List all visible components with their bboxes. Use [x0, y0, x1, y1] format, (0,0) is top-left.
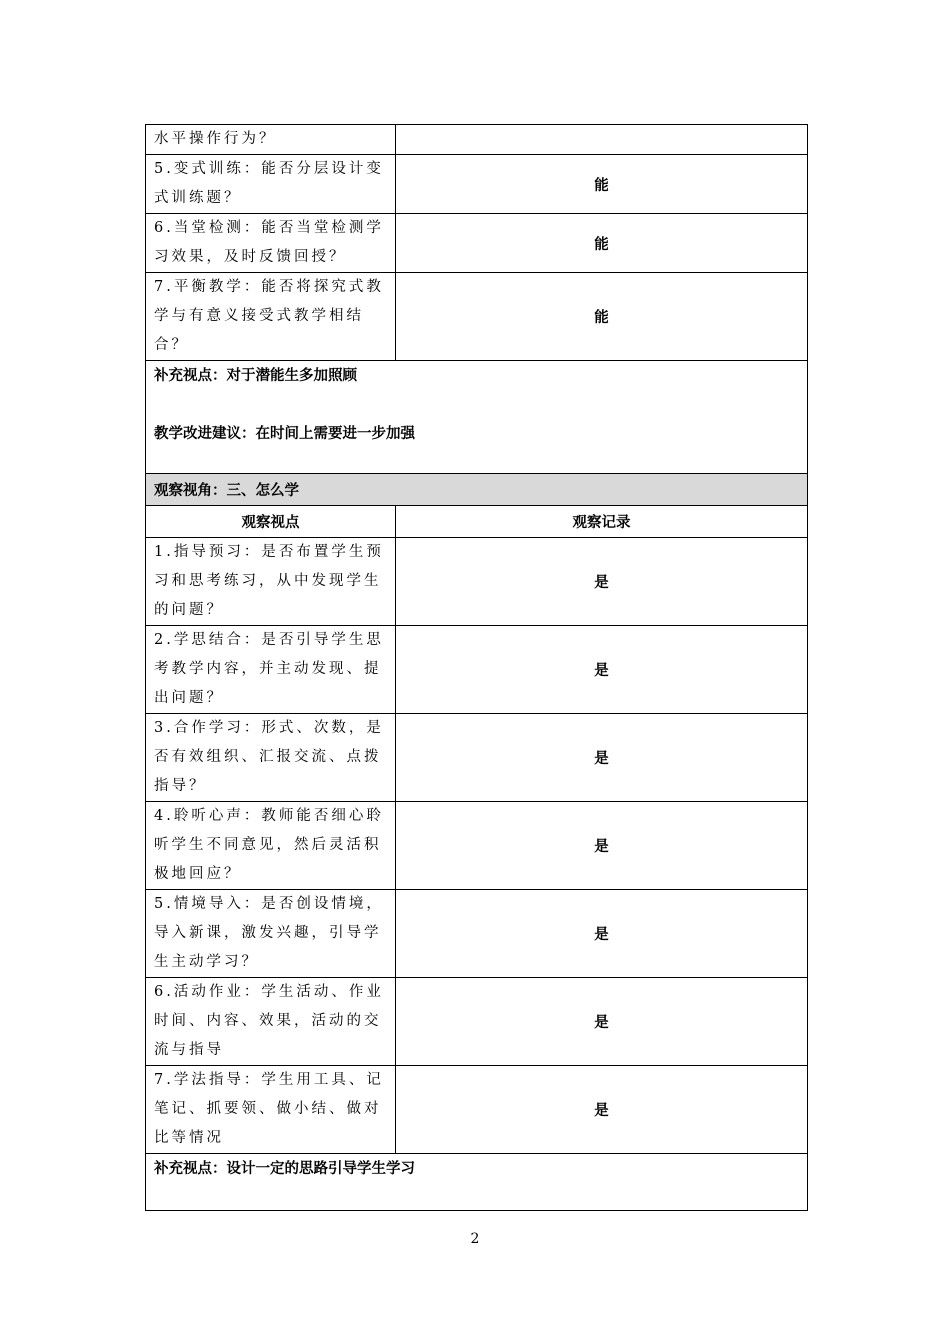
record-cell: 能 — [396, 155, 808, 214]
view-point-cell: 5.变式训练：能否分层设计变式训练题？ — [146, 155, 396, 214]
view-point-cell: 水平操作行为？ — [146, 125, 396, 155]
record-cell: 是 — [396, 626, 808, 714]
notes-cell — [146, 361, 808, 474]
view-point-cell: 1.指导预习：是否布置学生预习和思考练习，从中发现学生的问题？ — [146, 538, 396, 626]
suggestion-text: 教学改进建议：在时间上需要进一步加强 — [154, 425, 415, 442]
notes-row — [146, 361, 808, 474]
notes-cell — [146, 1154, 808, 1211]
table-row — [146, 125, 808, 155]
record-cell: 能 — [396, 214, 808, 273]
column-header-record: 观察记录 — [396, 506, 808, 538]
record-cell: 是 — [396, 802, 808, 890]
table-row — [146, 273, 808, 361]
section-header-row — [146, 474, 808, 506]
record-cell: 是 — [396, 890, 808, 978]
column-header-view: 观察视点 — [146, 506, 396, 538]
view-point-cell: 4.聆听心声：教师能否细心聆听学生不同意见，然后灵活积极地回应？ — [146, 802, 396, 890]
record-cell: 是 — [396, 1066, 808, 1154]
notes-row — [146, 1154, 808, 1211]
view-point-cell: 6.活动作业：学生活动、作业时间、内容、效果，活动的交流与指导 — [146, 978, 396, 1066]
record-cell — [396, 125, 808, 155]
page-number: 2 — [470, 1231, 480, 1247]
table-row — [146, 890, 808, 978]
record-cell: 是 — [396, 538, 808, 626]
record-cell: 是 — [396, 714, 808, 802]
table-row — [146, 214, 808, 273]
table-row — [146, 1066, 808, 1154]
view-point-cell: 6.当堂检测：能否当堂检测学习效果，及时反馈回授？ — [146, 214, 396, 273]
section-title: 观察视角：三、怎么学 — [146, 474, 808, 506]
view-point-cell: 7.学法指导：学生用工具、记笔记、抓要领、做小结、做对比等情况 — [146, 1066, 396, 1154]
column-header-row — [146, 506, 808, 538]
record-cell: 能 — [396, 273, 808, 361]
table-row — [146, 978, 808, 1066]
observation-table — [145, 124, 808, 1211]
view-point-cell: 7.平衡教学：能否将探究式教学与有意义接受式教学相结合？ — [146, 273, 396, 361]
table-row — [146, 802, 808, 890]
supplement-text: 补充视点：设计一定的思路引导学生学习 — [154, 1160, 415, 1177]
table-row — [146, 714, 808, 802]
table-row — [146, 155, 808, 214]
table-row — [146, 538, 808, 626]
record-cell: 是 — [396, 978, 808, 1066]
view-point-cell: 5.情境导入：是否创设情境，导入新课，激发兴趣，引导学生主动学习？ — [146, 890, 396, 978]
view-point-cell: 3.合作学习：形式、次数，是否有效组织、汇报交流、点拨指导？ — [146, 714, 396, 802]
view-point-cell: 2.学思结合：是否引导学生思考教学内容，并主动发现、提出问题？ — [146, 626, 396, 714]
table-row — [146, 626, 808, 714]
supplement-text: 补充视点：对于潜能生多加照顾 — [154, 367, 357, 384]
